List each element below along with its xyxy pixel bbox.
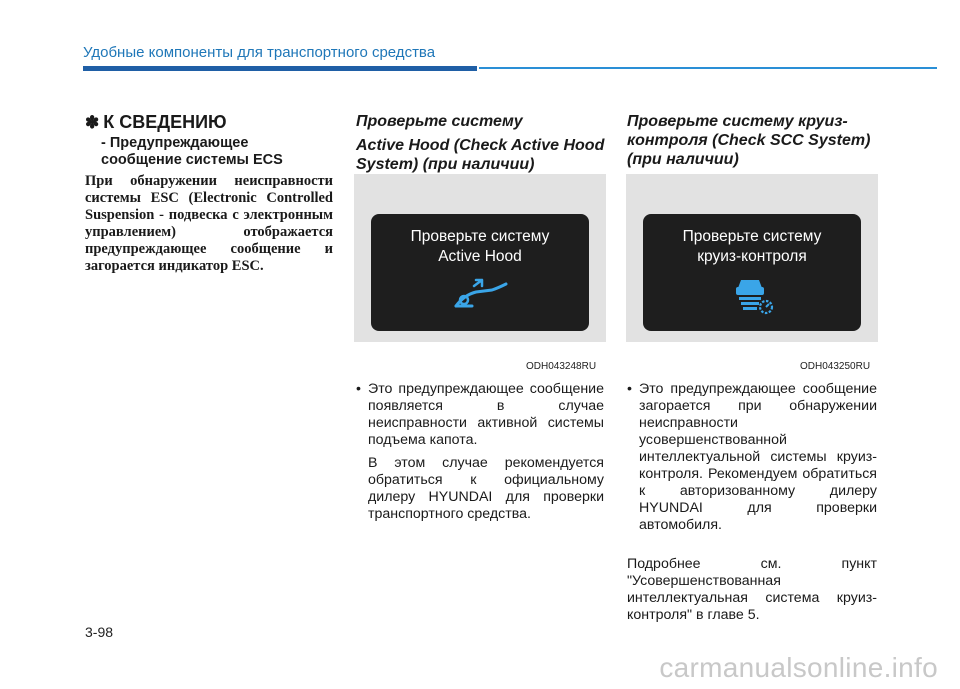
scc-section [627, 112, 879, 169]
display-line-2: Active Hood [438, 248, 522, 265]
section-title: Удобные компоненты для транспортного средства [83, 44, 436, 61]
display-message [643, 227, 861, 267]
cluster-display [643, 214, 861, 331]
scc-figure [626, 174, 878, 342]
display-message [371, 227, 589, 267]
header-rule-light [479, 67, 937, 69]
scc-heading: Проверьте систему круиз-контроля (Check SCC System) (при наличии) [627, 113, 871, 168]
watermark: carmanualsonline.info [659, 652, 938, 683]
bullet-dot: • [356, 381, 361, 397]
smart-cruise-icon [730, 276, 774, 321]
active-hood-bullets [356, 381, 604, 523]
note-title: К СВЕДЕНИЮ [103, 112, 227, 132]
page-number: 3-98 [85, 624, 114, 640]
display-line-2: круиз-контроля [697, 248, 807, 265]
display-line-1: Проверьте систему [410, 228, 550, 245]
note-subtitle: - Предупреждающее сообщение системы ECS [101, 135, 283, 168]
bullet-continuation: В этом случае рекомендуется обратиться к официальному дилеру HYUNDAI для проверки транспортного средства. [368, 455, 604, 522]
active-hood-figure [354, 174, 606, 342]
figure-code: ODH043250RU [800, 361, 871, 372]
active-hood-heading-1: Проверьте систему [356, 113, 523, 130]
bullet-text: Это предупреждающее сообщение загорается при обнаружении неисправности усовершенствованной интеллектуальной системы круиз-контроля. Рекомендуем обратиться к авторизованному дилеру HYUNDAI для проверки автомобиля. [639, 381, 877, 533]
active-hood-icon [452, 276, 508, 317]
list-item [627, 381, 877, 534]
note-block [85, 112, 333, 275]
active-hood-heading-2: Active Hood (Check Active Hood System) (при наличии) [356, 137, 605, 173]
note-body: При обнаружении неисправности системы ESC (Electronic Controlled Suspension - подвеска с электронным управлением) отображается предупреждающее сообщение и загорается индикатор ESC. [85, 173, 333, 274]
figure-code: ODH043248RU [526, 361, 597, 372]
reference-text: Подробнее см. пункт "Усовершенствованная интеллектуальная система круиз-контроля" в главе 5. [627, 556, 877, 623]
note-heading [85, 112, 333, 133]
list-item [356, 381, 604, 449]
active-hood-section [356, 112, 606, 174]
cluster-display [371, 214, 589, 331]
scc-bullets [627, 381, 877, 624]
bullet-text: Это предупреждающее сообщение появляется в случае неисправности активной системы подъема капота. [368, 381, 604, 448]
header-rule-dark [83, 66, 477, 71]
display-line-1: Проверьте систему [682, 228, 822, 245]
note-star-icon: ✽ [85, 112, 100, 132]
bullet-dot: • [627, 381, 632, 397]
